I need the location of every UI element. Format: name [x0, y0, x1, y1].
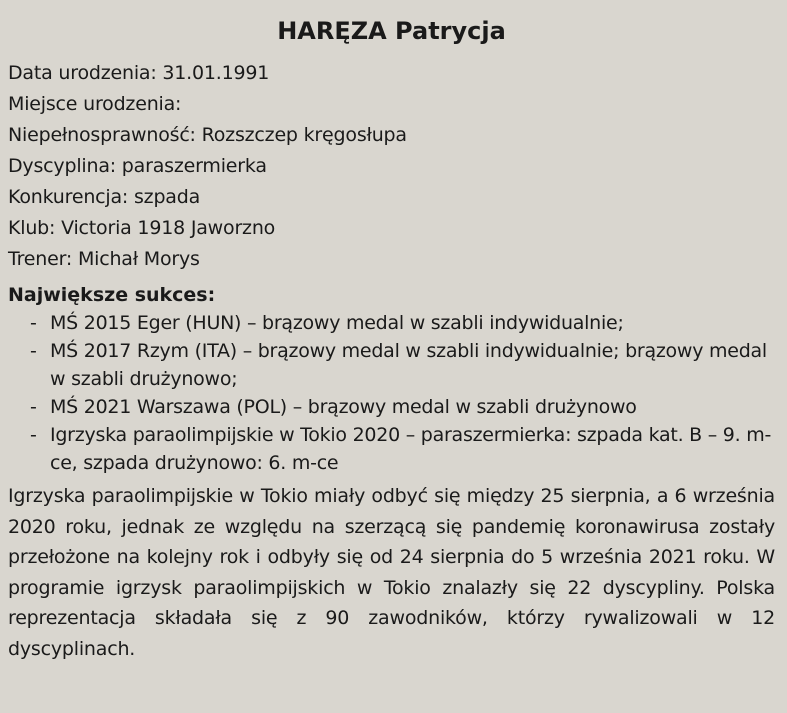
achievements-heading: Największe sukces: — [8, 284, 216, 306]
event: Konkurencja: szpada — [8, 186, 201, 208]
discipline: Dyscyplina: paraszermierka — [8, 155, 267, 177]
coach: Trener: Michał Morys — [8, 248, 200, 270]
club: Klub: Victoria 1918 Jaworzno — [8, 217, 276, 239]
achievement-item: - Igrzyska paraolimpijskie w Tokio 2020 – paraszermierka: szpada kat. B – 9. m-ce, szpada drużynowo: 6. m-ce — [8, 421, 775, 477]
birth-date: Data urodzenia: 31.01.1991 — [8, 62, 270, 84]
achievements-list — [8, 309, 775, 477]
achievement-item: - MŚ 2021 Warszawa (POL) – brązowy medal w szabli drużynowo — [8, 393, 775, 421]
achievement-item: - MŚ 2017 Rzym (ITA) – brązowy medal w szabli indywidualnie; brązowy medal w szabli drużynowo; — [8, 337, 775, 393]
tokyo-paralympics-paragraph: Igrzyska paraolimpijskie w Tokio miały odbyć się między 25 sierpnia, a 6 września 2020 roku, jednak ze względu na szerzącą się pandemię koronawirusa zostały przełożone na kolejny rok i odbyły się od 24 sierpnia do 5 września 2021 roku. W programie igrzysk paraolimpijskich w Tokio znalazły się 22 dyscypliny. Polska reprezentacja składała się z 90 zawodników, którzy rywalizowali w 12 dyscyplinach. — [8, 485, 775, 660]
achievement-item: - MŚ 2015 Eger (HUN) – brązowy medal w szabli indywidualnie; — [8, 309, 775, 337]
disability: Niepełnosprawność: Rozszczep kręgosłupa — [8, 124, 407, 146]
athlete-info-list — [8, 58, 775, 275]
birth-place: Miejsce urodzenia: — [8, 93, 182, 115]
athlete-name-title: HARĘZA Patrycja — [277, 17, 506, 45]
